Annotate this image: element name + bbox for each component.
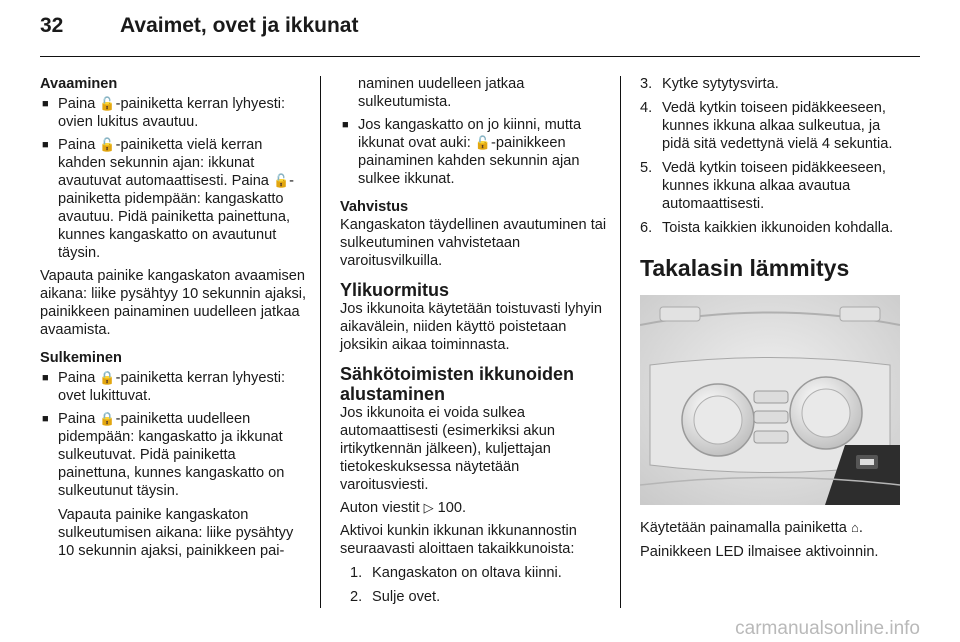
subheading-opening: Avaaminen xyxy=(40,76,118,92)
bullet-icon: ■ xyxy=(42,413,49,425)
list-item: ■ Paina 🔒-painiketta kerran lyhyesti: ovet lukittuvat. xyxy=(42,370,286,404)
page-number: 32 xyxy=(40,14,64,37)
column-3 xyxy=(640,75,904,561)
unlock-icon: 🔓 xyxy=(474,135,492,150)
lock-icon: 🔒 xyxy=(99,370,116,385)
heading-window-init: Sähkötoimisten ikkunoiden alustaminen xyxy=(340,364,575,404)
page-header xyxy=(40,14,920,48)
list-item: ■ Jos kangaskatto on jo kiinni, mutta ikkunat ovat auki: 🔓-painikkeen painaminen kahden sekunnin ajan sulkee ikkunat. xyxy=(342,117,582,187)
column-1 xyxy=(40,75,308,560)
control-panel-photo xyxy=(640,295,900,505)
subheading-confirmation: Vahvistus xyxy=(340,199,409,215)
cross-reference: Auton viestit ▷ 100. xyxy=(340,500,467,516)
list-item: 6. Toista kaikkien ikkunoiden kohdalla. xyxy=(640,220,894,236)
paragraph: Vapauta painike kangaskaton avaamisen aikana: liike pysähtyy 10 sekunnin ajaksi, painikkeen painaminen uudelleen jatkaa avaamista. xyxy=(40,268,307,338)
unlock-icon: 🔓 xyxy=(99,137,116,152)
paragraph: Painikkeen LED ilmaisee aktivoinnin. xyxy=(640,544,879,560)
rear-window-defrost-icon: ⌂ xyxy=(850,520,859,535)
header-rule xyxy=(40,56,920,57)
subheading-closing: Sulkeminen xyxy=(40,350,122,366)
heading-overload: Ylikuormitus xyxy=(340,280,450,300)
column-divider xyxy=(620,76,621,608)
bullet-icon: ■ xyxy=(42,98,49,110)
paragraph: Jos ikkunoita ei voida sulkea automaattisesti (esimerkiksi akun irtikytkennän jälkeen), kuljettajan tietokeskuksessa näytetään varoitusviesti. xyxy=(340,405,555,493)
unlock-icon: 🔓 xyxy=(272,173,290,188)
list-item: 5. Vedä kytkin toiseen pidäkkeeseen, kunnes ikkuna alkaa avautua automaattisesti. xyxy=(640,160,886,212)
lock-icon: 🔒 xyxy=(99,411,116,426)
column-2 xyxy=(340,75,608,606)
heading-rear-defrost: Takalasin lämmitys xyxy=(640,255,850,281)
column-divider xyxy=(320,76,321,608)
list-item: ■ Paina 🔓-painiketta kerran lyhyesti: ovien lukitus avautuu. xyxy=(42,96,286,130)
arrow-icon: ▷ xyxy=(423,500,434,515)
list-item: 3. Kytke sytytysvirta. xyxy=(640,76,779,92)
bullet-icon: ■ xyxy=(42,139,49,151)
watermark: carmanualsonline.info xyxy=(735,618,920,639)
unlock-icon: 🔓 xyxy=(99,96,116,111)
list-item: 2. Sulje ovet. xyxy=(350,589,441,605)
paragraph: naminen uudelleen jatkaa sulkeutumista. xyxy=(358,76,525,110)
bullet-icon: ■ xyxy=(42,372,49,384)
list-item: ■ Paina 🔒-painiketta uudelleen pidempään: kangaskatto ja ikkunat sulkeutuvat. Pidä painiketta painettuna, kunnes kangaskatto on sulkeutunut täysin. xyxy=(42,411,285,499)
paragraph: Käytetään painamalla painiketta ⌂. xyxy=(640,520,863,536)
bullet-icon: ■ xyxy=(342,119,349,131)
paragraph: Vapauta painike kangaskaton sulkeutumisen aikana: liike pysähtyy 10 sekunnin ajaksi, painikkeen pai- xyxy=(58,507,294,559)
paragraph: Aktivoi kunkin ikkunan ikkunannostin seuraavasti aloittaen takaikkunoista: xyxy=(340,523,577,557)
list-item: 1. Kangaskaton on oltava kiinni. xyxy=(350,565,562,581)
list-item: 4. Vedä kytkin toiseen pidäkkeeseen, kunnes ikkuna alkaa sulkeutua, ja pidä sitä vedettynä vielä 4 sekuntia. xyxy=(640,100,893,152)
paragraph: Kangaskaton täydellinen avautuminen tai sulkeutuminen vahvistetaan varoitusvilkuilla. xyxy=(340,217,607,269)
page-title: Avaimet, ovet ja ikkunat xyxy=(120,14,359,37)
list-item: ■ Paina 🔓-painiketta vielä kerran kahden sekunnin ajan: ikkunat avautuvat automaattisesti. Paina 🔓-painiketta pidempään: kangaskatto avautuu. Pidä painiketta painettuna, kunnes kangaskatto on avautunut täysin. xyxy=(42,137,295,261)
paragraph: Jos ikkunoita käytetään toistuvasti lyhyin aikavälein, niiden käyttö poistetaan joksikin aikaa toiminnasta. xyxy=(340,301,603,353)
